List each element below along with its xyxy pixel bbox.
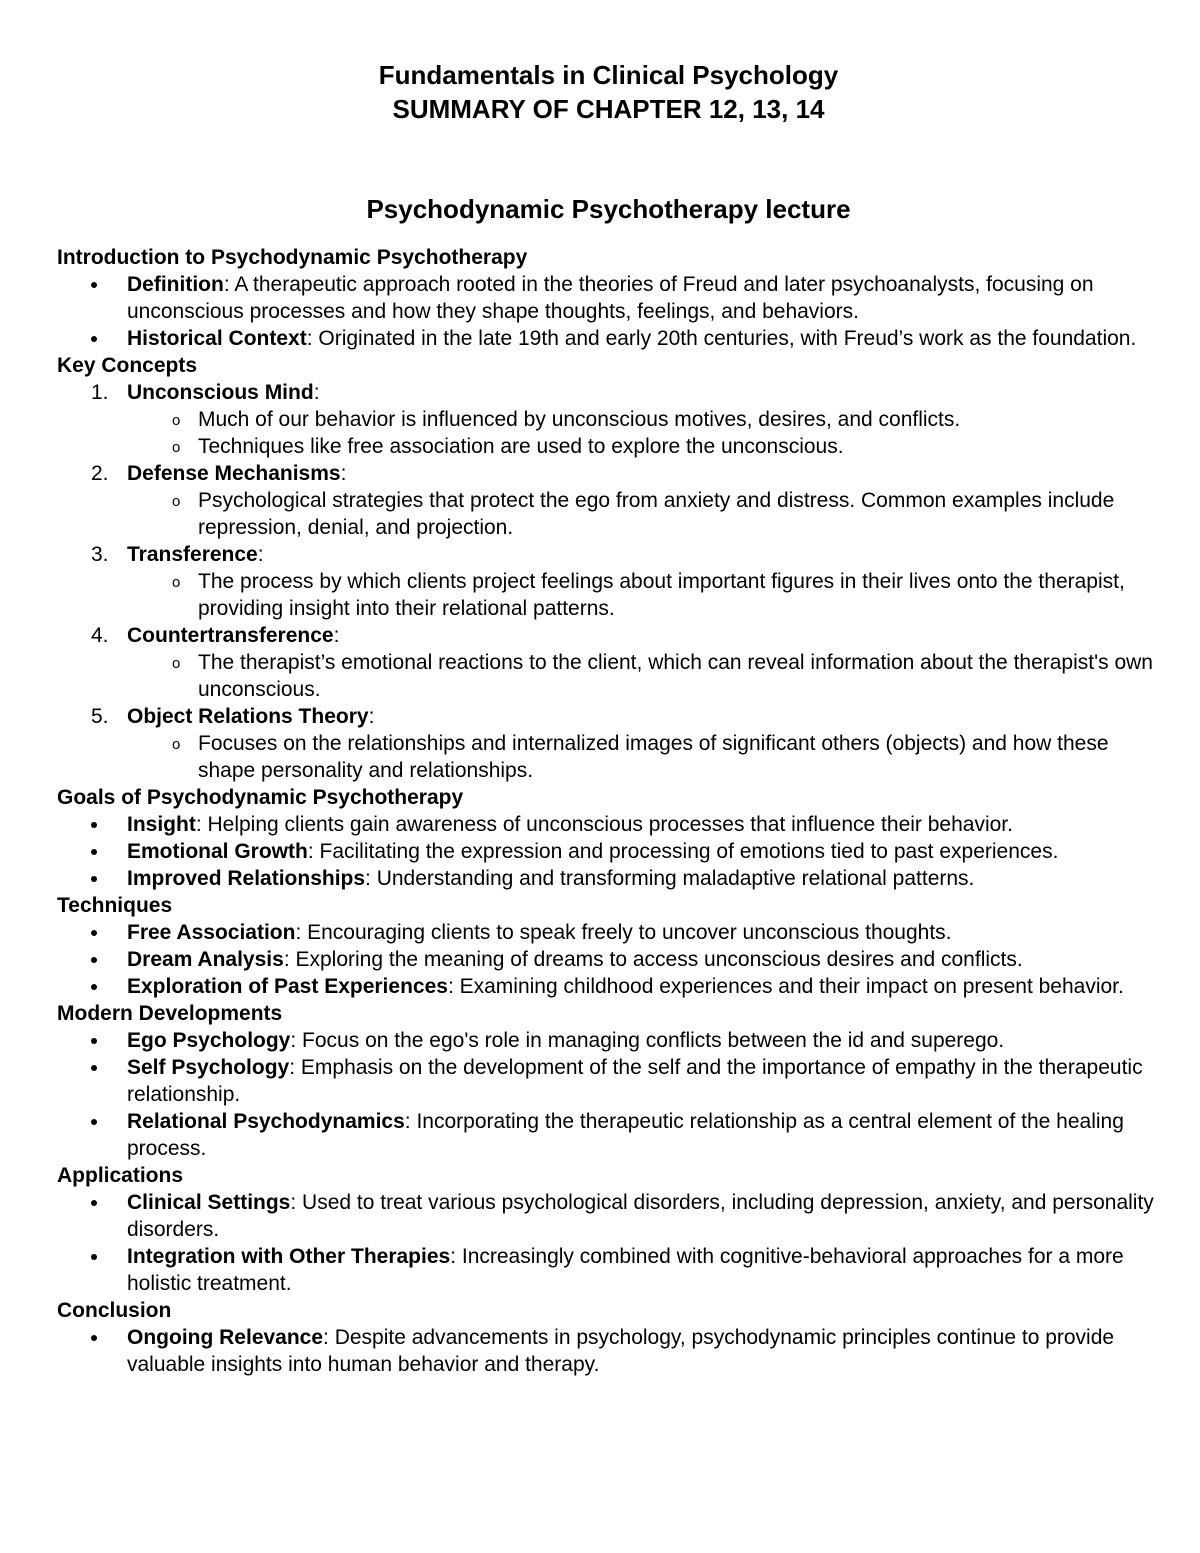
item-term: Self Psychology: [127, 1056, 290, 1079]
item-term: Definition: [127, 273, 224, 296]
numbered-item: [57, 541, 1160, 622]
item-number: 4.: [91, 624, 109, 647]
item-term: Insight: [127, 813, 196, 836]
sub-list: [127, 568, 1160, 622]
sub-list: [127, 406, 1160, 460]
item-text: : A therapeutic approach rooted in the theories of Freud and later psychoanalysts, focusing on unconscious processes and how they shape thoughts, feelings, and behaviors.: [127, 273, 1094, 323]
item-term: Transference: [127, 543, 258, 566]
sub-item: o The process by which clients project feelings about important figures in their lives onto the therapist, providing insight into their relational patterns.: [127, 568, 1160, 622]
list-item: [57, 1054, 1160, 1108]
item-text: : Focus on the ego's role in managing conflicts between the id and superego.: [290, 1029, 1005, 1052]
numbered-item: [57, 379, 1160, 460]
item-text: : Despite advancements in psychology, psychodynamic principles continue to provide valuable insights into human behavior and therapy.: [127, 1326, 1115, 1376]
numbered-item: [57, 460, 1160, 541]
item-term: Countertransference: [127, 624, 334, 647]
item-text: : Used to treat various psychological disorders, including depression, anxiety, and personality disorders.: [127, 1191, 1154, 1241]
item-term: Dream Analysis: [127, 948, 284, 971]
item-term: Object Relations Theory: [127, 705, 369, 728]
document-title: Fundamentals in Clinical Psychology: [378, 60, 839, 90]
item-suffix: :: [340, 462, 347, 485]
item-term: Unconscious Mind: [127, 381, 314, 404]
section-heading-conclusion: Conclusion: [57, 1299, 172, 1322]
modern-developments-list: [57, 1027, 1160, 1162]
item-number: 3.: [91, 543, 109, 566]
applications-list: [57, 1189, 1160, 1297]
item-suffix: :: [368, 705, 375, 728]
item-text: : Incorporating the therapeutic relationship as a central element of the healing process.: [127, 1110, 1124, 1160]
list-item: [57, 1189, 1160, 1243]
title-block: [57, 58, 1160, 126]
sub-item: o The therapist’s emotional reactions to the client, which can reveal information about the therapist's own unconscious.: [127, 649, 1160, 703]
sub-item: o Much of our behavior is influenced by unconscious motives, desires, and conflicts.: [127, 406, 1160, 433]
section-heading-techniques: Techniques: [57, 894, 173, 917]
introduction-list: [57, 271, 1160, 352]
conclusion-list: [57, 1324, 1160, 1378]
numbered-item: [57, 622, 1160, 703]
item-number: 2.: [91, 462, 109, 485]
document-subtitle: SUMMARY OF CHAPTER 12, 13, 14: [392, 94, 825, 124]
item-term: Ego Psychology: [127, 1029, 291, 1052]
item-suffix: :: [313, 381, 320, 404]
item-text: : Examining childhood experiences and their impact on present behavior.: [447, 975, 1124, 998]
goals-list: [57, 811, 1160, 892]
list-item: [57, 1324, 1160, 1378]
techniques-list: [57, 919, 1160, 1000]
sub-list: [127, 649, 1160, 703]
key-concepts-list: [57, 379, 1160, 784]
item-text: : Increasingly combined with cognitive-behavioral approaches for a more holistic treatment.: [127, 1245, 1124, 1295]
list-item: [57, 1243, 1160, 1297]
item-term: Integration with Other Therapies: [127, 1245, 451, 1268]
sub-item: o Techniques like free association are used to explore the unconscious.: [127, 433, 1160, 460]
item-text: : Emphasis on the development of the self and the importance of empathy in the therapeutic relationship.: [127, 1056, 1143, 1106]
list-item: [57, 1108, 1160, 1162]
section-heading-modern-developments: Modern Developments: [57, 1002, 283, 1025]
numbered-item: [57, 703, 1160, 784]
item-term: Clinical Settings: [127, 1191, 291, 1214]
item-term: Defense Mechanisms: [127, 462, 341, 485]
item-text: : Originated in the late 19th and early 20th centuries, with Freud’s work as the foundation.: [306, 327, 1137, 350]
item-term: Improved Relationships: [127, 867, 366, 890]
list-item: [57, 865, 1160, 892]
item-text: : Exploring the meaning of dreams to access unconscious desires and conflicts.: [283, 948, 1023, 971]
list-item: [57, 838, 1160, 865]
item-term: Historical Context: [127, 327, 307, 350]
list-item: [57, 271, 1160, 325]
item-term: Free Association: [127, 921, 296, 944]
sub-item: o Psychological strategies that protect the ego from anxiety and distress. Common examples include repression, denial, and projection.: [127, 487, 1160, 541]
item-term: Ongoing Relevance: [127, 1326, 324, 1349]
sub-list: [127, 487, 1160, 541]
section-heading-introduction: Introduction to Psychodynamic Psychotherapy: [57, 246, 528, 269]
item-term: Exploration of Past Experiences: [127, 975, 448, 998]
list-item: [57, 919, 1160, 946]
item-number: 1.: [91, 381, 109, 404]
item-number: 5.: [91, 705, 109, 728]
item-suffix: :: [333, 624, 340, 647]
section-heading-applications: Applications: [57, 1164, 184, 1187]
item-text: : Facilitating the expression and processing of emotions tied to past experiences.: [307, 840, 1059, 863]
list-item: [57, 1027, 1160, 1054]
list-item: [57, 811, 1160, 838]
item-text: : Understanding and transforming maladaptive relational patterns.: [365, 867, 975, 890]
item-text: : Helping clients gain awareness of unconscious processes that influence their behavior.: [195, 813, 1013, 836]
item-text: : Encouraging clients to speak freely to uncover unconscious thoughts.: [295, 921, 952, 944]
list-item: [57, 973, 1160, 1000]
sub-list: [127, 730, 1160, 784]
section-heading-goals: Goals of Psychodynamic Psychotherapy: [57, 786, 464, 809]
list-item: [57, 946, 1160, 973]
section-heading-key-concepts: Key Concepts: [57, 354, 198, 377]
item-term: Relational Psychodynamics: [127, 1110, 405, 1133]
list-item: [57, 325, 1160, 352]
lecture-title: Psychodynamic Psychotherapy lecture: [366, 194, 851, 224]
item-suffix: :: [257, 543, 264, 566]
sub-item: o Focuses on the relationships and internalized images of significant others (objects) and how these shape personality and relationships.: [127, 730, 1160, 784]
item-term: Emotional Growth: [127, 840, 308, 863]
